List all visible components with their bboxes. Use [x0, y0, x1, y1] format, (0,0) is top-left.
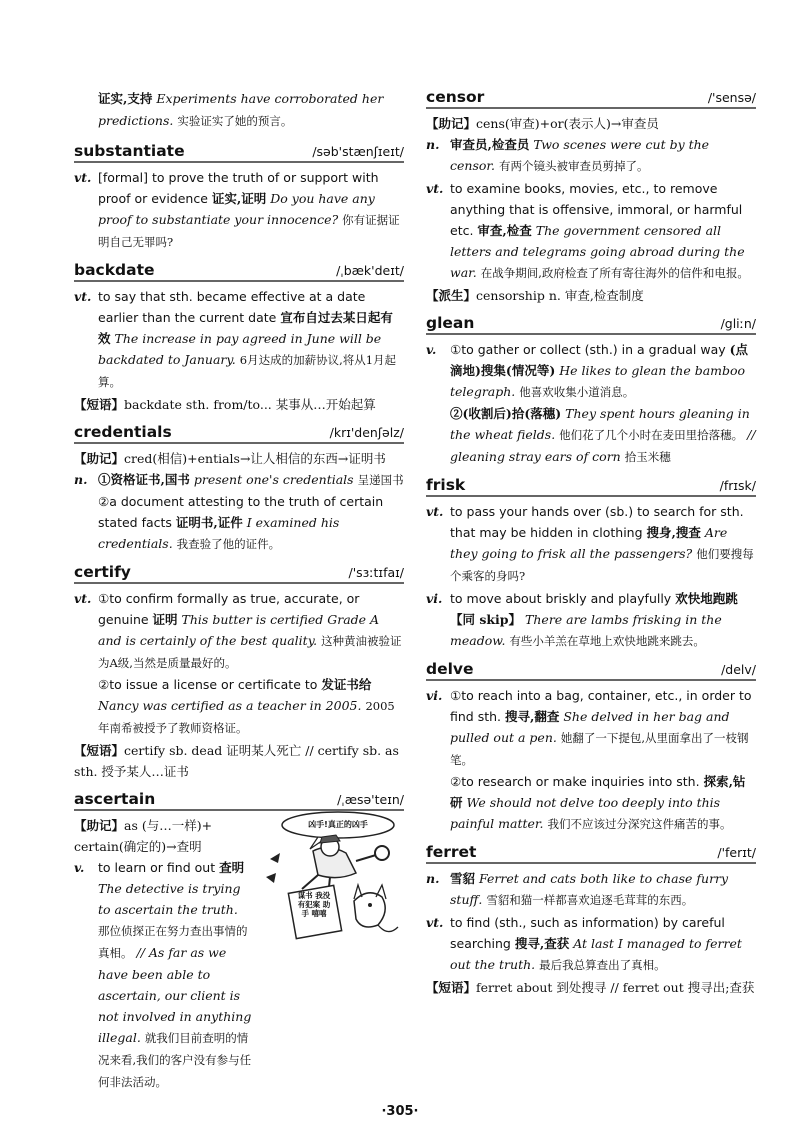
entry-header — [74, 423, 404, 444]
sense: n. 雪貂 Ferret and cats both like to chase furry stuff. 雪貂和猫一样都喜欢追逐毛茸茸的东西。 — [426, 871, 729, 907]
sign-board-text: 谋书 我没有犯案 助手 嘻嘻 — [297, 891, 331, 918]
right-column — [426, 88, 756, 1006]
entry-header — [426, 843, 756, 864]
entry-certify — [74, 563, 404, 782]
entry-header — [426, 476, 756, 497]
entry-glean — [426, 314, 756, 468]
sense: vt. to find (sth., such as information) by careful searching 搜寻,查获 At last I managed to ferret out the truth. 最后我总算查出了真相。 — [426, 915, 742, 972]
sense: vt. [formal] to prove the truth of or support with proof or evidence 证实,证明 Do you have any proof to substantiate your innocence? 你有证据证明自己无罪吗? — [74, 170, 400, 249]
pronunciation: /frɪsk/ — [719, 478, 756, 493]
headword: credentials — [74, 423, 172, 441]
phrase-note: 【短语】certify sb. dead 证明某人死亡 // certify sb. as sth. 授予某人…证书 — [74, 743, 399, 779]
mnemonic-note: 【助记】as (与…一样)+ certain(确定的)→查明 — [74, 818, 213, 854]
detective-cartoon — [258, 801, 408, 951]
pronunciation: /ˌæsə'teɪn/ — [337, 792, 404, 807]
pronunciation: /'sɜːtɪfaɪ/ — [348, 565, 404, 580]
pronunciation: /səb'stænʃɪeɪt/ — [312, 144, 404, 159]
derivative-note: 【派生】censorship n. 审查,检查制度 — [426, 288, 644, 303]
entry-header — [426, 314, 756, 335]
entry-header — [74, 563, 404, 584]
headword: backdate — [74, 261, 155, 279]
headword: ascertain — [74, 790, 156, 808]
sense: vi. to move about briskly and playfully 欢快地跑跳【同 skip】 There are lambs frisking in the meadow. 有些小羊羔在草地上欢快地跳来跳去。 — [426, 591, 738, 648]
headword: frisk — [426, 476, 466, 494]
entry-header — [426, 660, 756, 681]
phrase-note: 【短语】ferret about 到处搜寻 // ferret out 搜寻出;查获 — [426, 980, 755, 995]
sense: vt. to examine books, movies, etc., to remove anything that is offensive, immoral, or harmful etc. 审查,检查 The government censored all letters and telegrams going abroad during the war. 在战争期间,政府检查了所有寄往海外的信件和电报。 — [426, 181, 749, 280]
sense: vi. ①to reach into a bag, container, etc., in order to find sth. 搜寻,翻查 She delved in her bag and pulled out a pen. 她翻了一下提包,从里面拿出了一枝钢笔。 ②to research or make inquiries into sth. 探索,钻研 We should not delve too deeply into this painful matter. 我们不应该过分深究这件痛苦的事。 — [426, 688, 752, 831]
headword: censor — [426, 88, 485, 106]
sense: n. ①资格证书,国书 present one's credentials 呈递国书 ②a document attesting to the truth of certain stated facts 证明书,证件 I examined his credentials. 我查验了他的证件。 — [74, 472, 404, 551]
headword: ferret — [426, 843, 477, 861]
continued-entry: 证实,支持 Experiments have corroborated her predictions. 实验证实了她的预言。 — [98, 91, 384, 128]
entry-header — [74, 261, 404, 282]
sense: n. 审查员,检查员 Two scenes were cut by the censor. 有两个镜头被审查员剪掉了。 — [426, 137, 710, 173]
entry-frisk — [426, 476, 756, 652]
headword: certify — [74, 563, 131, 581]
speech-bubble-text: 凶手!真正的凶手 — [308, 820, 368, 829]
sense: vt. ①to confirm formally as true, accurate, or genuine 证明 This butter is certified Grade A and is certainly of the best quality. 这种黄油被验证为A级,当然是质量最好的。 ②to issue a license or certificate to 发证书给 Nancy was certified as a teacher in 2005. 2005年南希被授予了教师资格证。 — [74, 591, 402, 735]
pronunciation: /delv/ — [721, 662, 756, 677]
left-column — [74, 88, 404, 1101]
mnemonic-note: 【助记】cens(审查)+or(表示人)→审查员 — [426, 116, 659, 131]
pronunciation: /'ferɪt/ — [717, 845, 756, 860]
pronunciation: /krɪ'denʃəlz/ — [329, 425, 404, 440]
sense: v. ①to gather or collect (sth.) in a gradual way (点滴地)搜集(情况等) He likes to glean the bamboo telegraph. 他喜欢收集小道消息。 ②(收割后)拾(落穗) They spent hours gleaning in the wheat fields. 他们花了几个小时在麦田里拾落穗。 // gleaning stray ears of corn 拾玉米穗 — [426, 342, 756, 464]
entry-substantiate — [74, 142, 404, 253]
phrase-note: 【短语】backdate sth. from/to... 某事从…开始起算 — [74, 397, 376, 412]
headword: delve — [426, 660, 474, 678]
page-number: ·305· — [381, 1104, 419, 1119]
entry-backdate — [74, 261, 404, 415]
pronunciation: /gliːn/ — [720, 316, 756, 331]
entry-censor — [426, 88, 756, 306]
entry-header — [74, 142, 404, 163]
entry-delve — [426, 660, 756, 835]
mnemonic-note: 【助记】cred(相信)+entials→让人相信的东西→证明书 — [74, 451, 386, 466]
entry-header — [426, 88, 756, 109]
headword: substantiate — [74, 142, 185, 160]
sense: vt. to say that sth. became effective at a date earlier than the current date 宣布自过去某日起有效 The increase in pay agreed in June will be backdated to January. 6月达成的加薪协议,将从1月起算。 — [74, 289, 397, 389]
pronunciation: /'sensə/ — [707, 90, 756, 105]
entry-ferret — [426, 843, 756, 998]
sense: vt. to pass your hands over (sb.) to search for sth. that may be hidden in clothing 搜身,搜查 Are they going to frisk all the passengers? 他们要搜每个乘客的身吗? — [426, 504, 754, 583]
headword: glean — [426, 314, 475, 332]
pronunciation: /ˌbæk'deɪt/ — [336, 263, 404, 278]
entry-credentials — [74, 423, 404, 555]
entry-ascertain — [74, 790, 404, 1093]
sense: v. to learn or find out 查明 The detective is trying to ascertain the truth. 那位侦探正在努力查出事情的真相。 // As far as we have been able to ascertain, our client is not involved in anything illegal. 就我们目前查明的情况来看,我们的客户没有参与任何非法活动。 — [74, 860, 252, 1089]
